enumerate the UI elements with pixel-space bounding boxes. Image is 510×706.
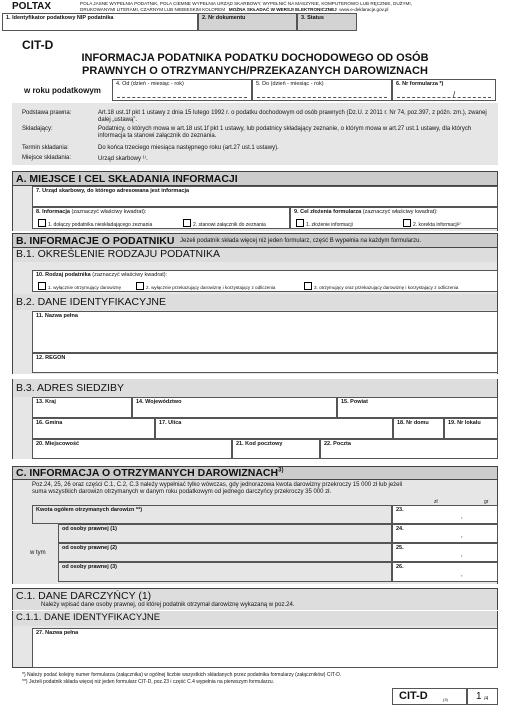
field-12-regon[interactable] xyxy=(32,353,498,373)
field-3-status xyxy=(297,13,357,31)
field-25-label: 25. xyxy=(396,545,404,551)
notice-line-1: POLA JASNE WYPEŁNIA PODATNIK, POLA CIEMNE WYPEŁNIA URZĄD SKARBOWY. WYPEŁNIĆ NA MASZYNIE, KOMPUTEROWO LUB RĘCZNIE, DUŻYMI, xyxy=(80,1,412,6)
donor-1-label: od osoby prawnej (1) xyxy=(62,526,118,532)
field-4-label: 4. Od (dzień - miesiąc - rok) xyxy=(116,81,184,87)
field-8-information xyxy=(32,207,290,229)
section-b3-header xyxy=(12,379,498,397)
field-2-label: 2. Nr dokumentu xyxy=(202,15,246,21)
field-22-label: 22. Poczta xyxy=(324,441,351,447)
amount-comma: , xyxy=(461,552,463,558)
checkbox-icon[interactable] xyxy=(296,219,304,227)
footer-code-text: CIT-D xyxy=(399,690,428,702)
form-number-slash: / xyxy=(453,90,456,99)
field-24-label: 24. xyxy=(396,526,404,532)
donor-2-label: od osoby prawnej (2) xyxy=(62,545,118,551)
checkbox-icon[interactable] xyxy=(304,282,312,290)
currency-zl-label: zł xyxy=(434,499,438,505)
footer-version: (3) xyxy=(443,697,448,702)
place-text: Urząd skarbowy ¹⁾. xyxy=(98,156,148,162)
footer-page-number xyxy=(467,688,498,705)
section-b2-title: B.2. DANE IDENTYFIKACYJNE xyxy=(16,296,166,308)
field-13-label: 13. Kraj xyxy=(36,399,56,405)
section-c-title-sup: 3) xyxy=(278,467,284,474)
field-3-label: 3. Status xyxy=(301,15,324,21)
form-code: CIT-D xyxy=(22,38,54,52)
field-16-label: 16. Gmina xyxy=(36,420,63,426)
publisher-name: POLTAX xyxy=(12,1,52,12)
field-20-label: 20. Miejscowość xyxy=(36,441,80,447)
field-21-postal-code[interactable] xyxy=(232,439,320,459)
checkbox-icon[interactable] xyxy=(38,219,46,227)
field-20-city[interactable] xyxy=(32,439,232,459)
notice-electronic: MOŻNA SKŁADAĆ W WERSJI ELEKTRONICZNEJ xyxy=(228,6,337,12)
field-24-amount[interactable] xyxy=(392,524,498,543)
field-9-option-1-label: 1. złożenie informacji xyxy=(306,222,353,228)
footnote-1: *) Należy podać kolejny numer formularza (załącznika) w ogólnej liczbie wszystkich składanych przez podatnika formularzy (załączników) CIT-D. xyxy=(22,672,342,678)
deadline-label: Termin składania: xyxy=(22,145,69,151)
form-title-line-1: INFORMACJA PODATNIKA PODATKU DOCHODOWEGO OD OSÓB xyxy=(81,52,429,64)
field-8-label-text: 8. Informacja xyxy=(36,209,70,215)
checkbox-icon[interactable] xyxy=(403,219,411,227)
field-10-taxpayer-type xyxy=(32,270,498,292)
section-c-note xyxy=(32,482,494,496)
field-23-label: 23. xyxy=(396,507,404,513)
footnotes xyxy=(22,672,492,686)
checkbox-icon[interactable] xyxy=(183,219,191,227)
field-5-date-to[interactable] xyxy=(252,79,392,101)
section-b1-header xyxy=(12,248,498,262)
section-c11-header xyxy=(12,611,498,626)
field-6-form-number[interactable] xyxy=(392,79,496,101)
footer-page-total: /4 xyxy=(484,696,489,702)
field-19-apartment-number[interactable] xyxy=(444,418,498,439)
section-c-title-text: C. INFORMACJA O OTRZYMANYCH DAROWIZNACH xyxy=(16,467,279,479)
section-c-note-line-2: suma wszystkich darowizn otrzymanych w danym roku podatkowym od jednego darczyńcy przekroczy 35 000 zł. xyxy=(32,489,332,495)
field-1-nip[interactable] xyxy=(2,13,198,31)
field-8-option-2[interactable] xyxy=(183,219,266,228)
footnote-2: **) Jeżeli podatnik składa więcej niż jeden formularz CIT-D, poz.23 i część C.4 wypełnia na pierwszym formularzu. xyxy=(22,679,275,685)
donor-1-label-cell xyxy=(58,524,392,543)
donor-2-label-cell xyxy=(58,543,392,562)
section-c-title xyxy=(16,467,283,479)
amount-comma: , xyxy=(461,572,463,578)
section-c1-note: Należy wpisać dane osoby prawnej, od której podatnik otrzymał darowiznę wykazaną w poz.24. xyxy=(41,602,295,608)
field-10-option-1[interactable] xyxy=(38,282,121,290)
section-a-title: A. MIEJSCE I CEL SKŁADANIA INFORMACJI xyxy=(16,173,238,185)
field-10-option-2-label: 2. wyłącznie przekazujący darowiznę i korzystający z odliczenia xyxy=(146,285,276,290)
notice-line-2 xyxy=(80,7,500,13)
field-4-date-from[interactable] xyxy=(112,79,252,101)
tax-year-label: w roku podatkowym xyxy=(24,86,101,95)
field-16-commune[interactable] xyxy=(32,418,155,439)
field-27-full-name[interactable] xyxy=(32,628,498,668)
checkbox-icon[interactable] xyxy=(38,282,46,290)
field-10-option-3-label: 3. otrzymujący oraz przekazujący darowiznę i korzystający z odliczenia xyxy=(314,285,459,290)
section-c-header xyxy=(12,466,498,480)
field-26-label: 26. xyxy=(396,564,404,570)
footer-page: 1 xyxy=(476,691,482,702)
field-11-label: 11. Nazwa pełna xyxy=(36,313,78,319)
field-9-option-2-label: 2. korekta informacji²⁾ xyxy=(413,222,461,228)
currency-gr-label: gr xyxy=(484,499,489,505)
filers-text: Podatnicy, o których mowa w art.18 ust.1f pkt 1 ustawy, lub podatnicy składający zeznanie, o którym mowa w art.27 ust.1 ustawy, dla których informacja ta stanowi załącznik do zeznania. xyxy=(98,126,472,139)
field-8-option-1-label: 1. dołączy podatnika nieskładającego zeznania xyxy=(48,222,153,228)
field-10-option-1-label: 1. wyłącznie otrzymujący darowiznę xyxy=(48,285,122,290)
deadline-text: Do końca trzeciego miesiąca następnego roku (art.27 ust.1 ustawy). xyxy=(98,145,279,151)
field-9-option-2[interactable] xyxy=(403,219,461,228)
footer-form-code xyxy=(392,688,467,705)
field-11-full-name[interactable] xyxy=(32,311,498,353)
legal-basis-label: Podstawa prawna: xyxy=(22,110,72,116)
section-a-header xyxy=(12,171,498,186)
header-notice xyxy=(80,1,500,12)
section-b1-title: B.1. OKREŚLENIE RODZAJU PODATNIKA xyxy=(16,248,221,260)
in-that-label: w tym xyxy=(30,550,46,556)
field-2-doc-number xyxy=(198,13,297,31)
checkbox-icon[interactable] xyxy=(136,282,144,290)
section-b2-header xyxy=(12,294,498,310)
donor-3-label: od osoby prawnej (3) xyxy=(62,564,118,570)
amount-comma: , xyxy=(461,533,463,539)
section-b-title: B. INFORMACJE O PODATNIKU xyxy=(16,235,175,247)
field-10-option-2[interactable] xyxy=(136,282,275,290)
field-1-label: 1. Identyfikator podatkowy NIP podatnika xyxy=(6,15,114,21)
form-title-line-2: PRAWNYCH O OTRZYMANYCH/PRZEKAZANYCH DAROWIZNACH xyxy=(82,65,428,77)
field-9-label xyxy=(294,209,438,215)
field-9-hint: (zaznaczyć właściwy kwadrat): xyxy=(362,209,438,215)
section-c-note-line-1: Poz.24, 25, 26 oraz części C.1, C.2, C.3 należy wypełniać tylko wówczas, gdy jednorazowa kwota darowizny przekroczy 15 000 zł lub jeżeli xyxy=(32,482,403,488)
field-5-label: 5. Do (dzień - miesiąc - rok) xyxy=(256,81,324,87)
field-19-label: 19. Nr lokalu xyxy=(448,420,481,426)
field-25-amount[interactable] xyxy=(392,543,498,562)
form-title xyxy=(40,52,470,78)
field-9-purpose xyxy=(290,207,498,229)
section-c1-title: C.1. DANE DARCZYŃCY (1) xyxy=(16,590,152,602)
field-8-hint: (zaznaczyć właściwy kwadrat): xyxy=(71,209,147,215)
field-8-option-2-label: 2. stanowi załącznik do zeznania xyxy=(193,222,266,228)
amount-comma: , xyxy=(461,514,463,520)
field-7-tax-office[interactable] xyxy=(32,186,498,207)
field-22-post-office[interactable] xyxy=(320,439,498,459)
field-10-hint: (zaznaczyć właściwy kwadrat): xyxy=(92,272,168,278)
section-c11-title: C.1.1. DANE IDENTYFIKACYJNE xyxy=(16,612,161,623)
section-b-note: Jeżeli podatnik składa więcej niż jeden formularz, część B wypełnia na każdym formularzu. xyxy=(180,238,422,244)
total-donations-label-cell xyxy=(32,505,392,524)
field-26-amount[interactable] xyxy=(392,562,498,582)
field-15-county[interactable] xyxy=(337,397,498,418)
field-18-label: 18. Nr domu xyxy=(397,420,429,426)
field-9-option-1[interactable] xyxy=(296,219,353,228)
field-15-label: 15. Powiat xyxy=(341,399,368,405)
field-14-label: 14. Województwo xyxy=(136,399,182,405)
section-b3-title: B.3. ADRES SIEDZIBY xyxy=(16,382,124,394)
notice-line-2-text: DRUKOWANYMI LITERAMI, CZARNYM LUB NIEBIESKIM KOLOREM xyxy=(80,6,226,12)
field-17-label: 17. Ulica xyxy=(159,420,182,426)
section-c1-header xyxy=(12,588,498,610)
field-7-label: 7. Urząd skarbowy, do którego adresowana jest informacja xyxy=(36,188,190,194)
field-8-option-1[interactable] xyxy=(38,219,152,228)
field-9-label-text: 9. Cel złożenia formularza xyxy=(294,209,362,215)
section-b-header xyxy=(12,233,498,248)
field-17-street[interactable] xyxy=(155,418,393,439)
field-12-label: 12. REGON xyxy=(36,355,66,361)
total-donations-label: Kwota ogółem otrzymanych darowizn **) xyxy=(36,507,143,513)
field-13-country[interactable] xyxy=(32,397,132,418)
field-14-voivodeship[interactable] xyxy=(132,397,337,418)
field-10-label-text: 10. Rodzaj podatnika xyxy=(36,272,91,278)
field-6-label: 6. Nr formularza *) xyxy=(396,81,444,87)
legal-basis-text: Art.18 ust.1f pkt 1 ustawy z dnia 15 lutego 1992 r. o podatku dochodowym od osób prawnych (Dz.U. z 2011 r. Nr 74, poz.397, z późn. zm.), zwanej dalej „ustawą”. xyxy=(98,110,487,123)
field-8-label xyxy=(36,209,146,215)
field-18-house-number[interactable] xyxy=(393,418,444,439)
field-27-label: 27. Nazwa pełna xyxy=(36,630,79,636)
field-21-label: 21. Kod pocztowy xyxy=(236,441,283,447)
place-label: Miejsce składania: xyxy=(22,155,72,161)
field-10-label xyxy=(36,272,167,278)
donor-3-label-cell xyxy=(58,562,392,582)
filers-label: Składający: xyxy=(22,126,53,132)
field-10-option-3[interactable] xyxy=(304,282,458,290)
field-23-total-amount[interactable] xyxy=(392,505,498,524)
notice-url: www.e-deklaracje.gov.pl xyxy=(339,6,389,12)
